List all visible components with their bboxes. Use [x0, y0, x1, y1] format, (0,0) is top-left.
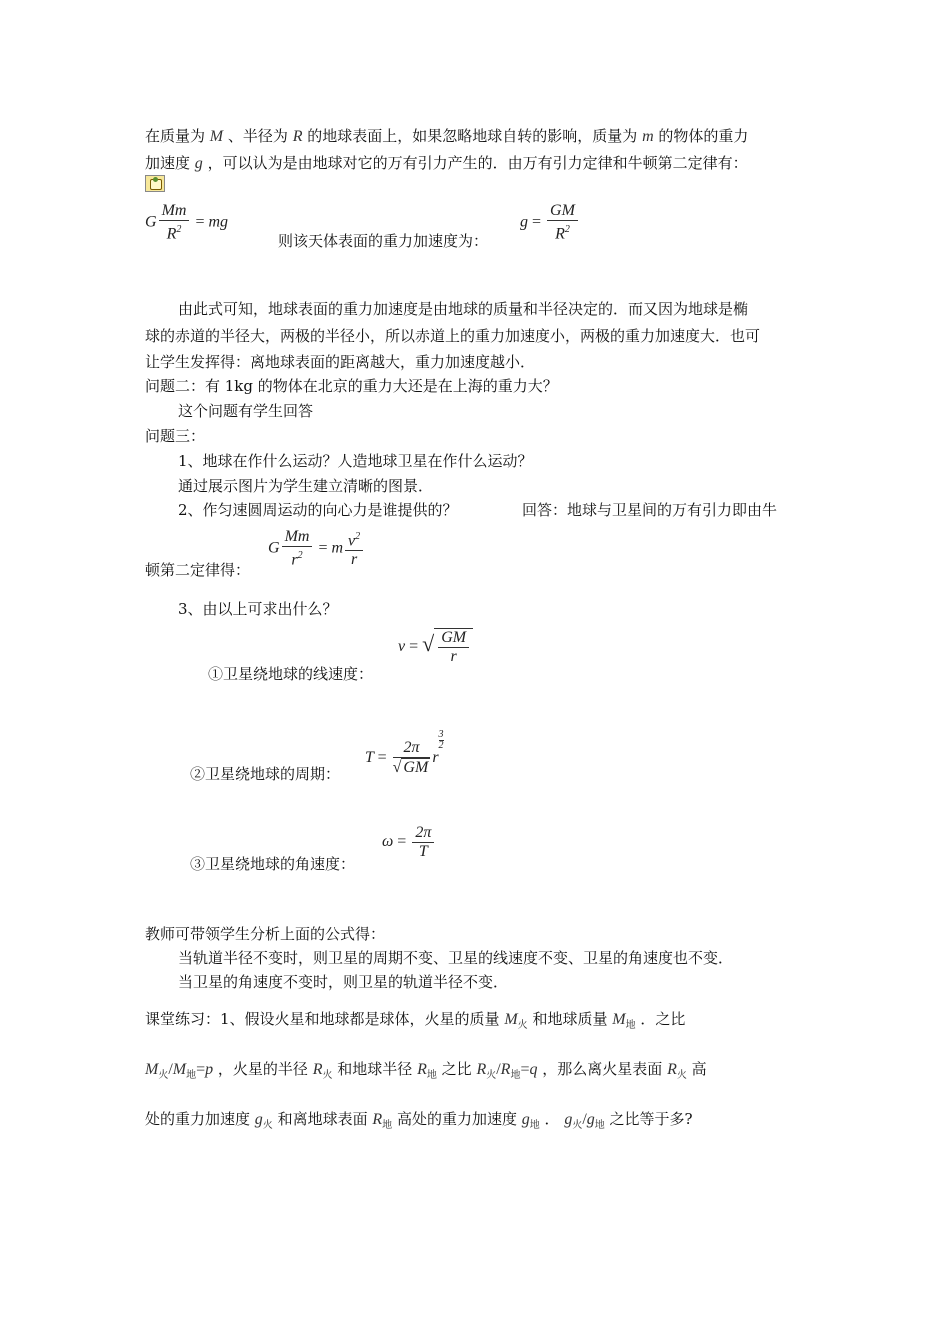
paragraph-line-12b: 回答：地球与卫星间的万有引力即由牛 [522, 501, 778, 519]
math-symbol: R [667, 1061, 677, 1078]
math-radius-ratio [476, 1061, 538, 1081]
paragraph-line-3: 则该天体表面的重力加速度为： [278, 232, 489, 250]
math-symbol: M [504, 1011, 518, 1028]
formula-gravity-equals-weight [145, 202, 228, 243]
fraction [547, 202, 578, 243]
math-g-earth [521, 1111, 540, 1131]
equals-sign: = [377, 749, 387, 766]
paragraph-line-19: 当轨道半径不变时，则卫星的周期不变、卫星的线速度不变、卫星的角速度也不变． [178, 949, 734, 967]
subscript: 火 [262, 1120, 273, 1131]
math-symbol: v [398, 638, 406, 656]
paragraph-line-8: 这个问题有学生回答 [178, 402, 314, 420]
text-span: ．之比 [640, 1010, 686, 1028]
fraction [412, 824, 434, 861]
subscript: 地 [625, 1020, 636, 1031]
exercise-line-2 [145, 1058, 707, 1087]
math-symbol: g [564, 1111, 573, 1128]
text-span: 之比 [441, 1060, 472, 1078]
paragraph-line-16: ②卫星绕地球的周期： [190, 765, 341, 783]
paragraph-line-10: 1、地球在作什么运动？人造地球卫星在作什么运动？ [178, 452, 533, 470]
equals-sign: = [397, 833, 407, 851]
fraction-exponent [439, 730, 444, 751]
math-symbol: M [172, 1061, 187, 1078]
math-mass-ratio [145, 1061, 214, 1081]
sqrt-sign-icon: √ [422, 631, 435, 657]
exercise-line-1 [145, 1008, 685, 1037]
numerator: 3 [438, 729, 444, 740]
paragraph-line-12a: 2、作匀速圆周运动的向心力是谁提供的？ [178, 501, 458, 519]
math-symbol: R [500, 1061, 511, 1078]
equals-sign: = [195, 213, 205, 231]
math-symbol: g [520, 213, 528, 231]
math-symbol: g [586, 1111, 595, 1128]
math-symbol: R [555, 225, 565, 243]
subscript: 地 [382, 1120, 393, 1131]
slash: / [168, 1061, 173, 1078]
math-symbol: g [521, 1111, 530, 1128]
paragraph-line-17: ③卫星绕地球的角速度： [190, 855, 356, 873]
fraction [345, 528, 363, 569]
math-symbol: mg [208, 213, 229, 231]
paragraph-line-6: 让学生发挥得：离地球表面的距离越大，重力加速度越小． [145, 353, 536, 371]
denominator: T [418, 843, 428, 860]
math-symbol: R [417, 1061, 427, 1078]
subscript: 火 [676, 1070, 687, 1081]
denominator [282, 547, 313, 569]
equals-sign: = [196, 1061, 206, 1078]
math-symbol: m [331, 539, 344, 557]
math-symbol: r [291, 551, 298, 569]
math-symbol-g: g [194, 155, 203, 172]
numerator: Mm [282, 528, 313, 547]
math-symbol: ω [382, 833, 394, 851]
exercise-line-3 [145, 1108, 693, 1137]
sqrt-sign-icon: √ [392, 759, 402, 777]
math-symbol: R [372, 1111, 383, 1128]
numerator: GM [547, 202, 578, 221]
exponent: 2 [297, 550, 303, 561]
text-span: 加速度 [145, 154, 191, 172]
math-symbol: T [365, 749, 374, 766]
subscript: 地 [186, 1070, 197, 1081]
subscript: 火 [572, 1120, 583, 1131]
paragraph-line-11: 通过展示图片为学生建立清晰的图景． [178, 477, 434, 495]
denominator [159, 221, 190, 243]
subscript: 火 [517, 1020, 528, 1031]
denominator [547, 221, 578, 243]
text-span: 和地球质量 [532, 1010, 608, 1028]
subscript: 火 [322, 1070, 333, 1081]
radicand [434, 628, 473, 666]
subscript: 地 [594, 1120, 605, 1131]
math-R-earth [417, 1061, 437, 1081]
subscript: 火 [158, 1070, 169, 1081]
subscript: 地 [426, 1070, 437, 1081]
paragraph-line-5: 球的赤道的半径大，两极的半径小，所以赤道上的重力加速度小，两极的重力加速度大．也可 [145, 327, 761, 345]
formula-angular-velocity [382, 824, 436, 861]
text-span: ． [544, 1110, 560, 1128]
numerator: 2π [412, 824, 434, 843]
text-span: 、半径为 [227, 127, 288, 145]
math-R-mars [312, 1061, 333, 1081]
subscript: 火 [486, 1070, 497, 1081]
text-span: ，火星的半径 [217, 1060, 308, 1078]
ole-object-icon[interactable] [145, 175, 165, 192]
paragraph-line-1 [145, 125, 748, 148]
formula-period [365, 730, 444, 777]
numerator [345, 528, 363, 551]
denominator: r [350, 551, 358, 569]
formula-linear-velocity [398, 628, 473, 666]
slash: / [496, 1061, 501, 1078]
math-symbol: q [529, 1061, 538, 1078]
math-R-mars [667, 1061, 687, 1081]
fraction [282, 528, 313, 569]
math-M-earth [612, 1011, 636, 1031]
math-symbol: r [432, 749, 439, 766]
math-g-mars [254, 1111, 273, 1131]
math-symbol: g [254, 1111, 263, 1128]
text-span: 和离地球表面 [277, 1110, 368, 1128]
exponent: 2 [564, 224, 570, 235]
math-symbol: R [476, 1061, 487, 1078]
paragraph-line-2 [145, 152, 748, 175]
exponent: 2 [355, 531, 361, 542]
fraction [438, 629, 469, 666]
numerator: 2π [393, 739, 431, 758]
slash: / [582, 1111, 587, 1128]
paragraph-line-7: 问题二：有 1kg 的物体在北京的重力大还是在上海的重力大？ [145, 377, 558, 395]
math-symbol-m: m [642, 128, 654, 145]
math-symbol: G [268, 539, 280, 557]
formula-surface-gravity [520, 202, 580, 243]
text-span: 在质量为 [145, 127, 206, 145]
formula-centripetal [268, 528, 365, 569]
paragraph-line-4: 由此式可知，地球表面的重力加速度是由地球的质量和半径决定的．而又因为地球是椭 [178, 300, 749, 318]
text-span: 课堂练习：1、假设火星和地球都是球体，火星的质量 [145, 1010, 500, 1028]
equals-sign: = [318, 539, 328, 557]
fraction [393, 739, 431, 777]
text-span: 高 [691, 1060, 707, 1078]
fraction [159, 202, 190, 243]
math-symbol: R [166, 225, 177, 243]
text-span: 高处的重力加速度 [396, 1110, 517, 1128]
paragraph-line-14: 3、由以上可求出什么？ [178, 600, 338, 618]
math-symbol-R: R [292, 128, 303, 145]
denominator: 2 [438, 740, 444, 751]
paragraph-line-20: 当卫星的角速度不变时，则卫星的轨道半径不变． [178, 973, 509, 991]
text-span: 的地球表面上，如果忽略地球自转的影响，质量为 [307, 127, 638, 145]
paragraph-line-9: 问题三： [145, 427, 206, 445]
equals-sign: = [409, 638, 419, 656]
text-span: ，可以认为是由地球对它的万有引力产生的．由万有引力定律和牛顿第二定律有： [207, 154, 748, 172]
paragraph-line-18: 教师可带领学生分析上面的公式得： [145, 925, 386, 943]
numerator: GM [438, 629, 469, 648]
text-span: 处的重力加速度 [145, 1110, 251, 1128]
equals-sign: = [532, 213, 542, 231]
math-symbol: M [145, 1061, 159, 1078]
subscript: 地 [529, 1120, 540, 1131]
math-symbol-M: M [209, 128, 224, 145]
text-span: ，那么离火星表面 [542, 1060, 663, 1078]
denominator [393, 758, 431, 777]
math-R-earth [372, 1111, 393, 1131]
radicand: GM [403, 759, 429, 777]
subscript: 地 [510, 1070, 521, 1081]
text-span: 之比等于多? [609, 1110, 693, 1128]
math-symbol: G [145, 213, 157, 231]
math-g-ratio [564, 1111, 605, 1131]
paragraph-line-15: ①卫星绕地球的线速度： [208, 665, 374, 683]
math-symbol: M [612, 1011, 626, 1028]
paragraph-line-13: 顿第二定律得： [145, 561, 251, 579]
math-symbol: v [348, 532, 356, 550]
denominator: r [450, 648, 457, 665]
exponent: 2 [176, 224, 182, 235]
math-M-mars [504, 1011, 528, 1031]
numerator: Mm [159, 202, 190, 221]
text-span: 的物体的重力 [658, 127, 749, 145]
text-span: 和地球半径 [337, 1060, 413, 1078]
equals-sign: = [520, 1061, 530, 1078]
math-symbol: R [312, 1061, 323, 1078]
math-symbol: p [205, 1061, 214, 1078]
